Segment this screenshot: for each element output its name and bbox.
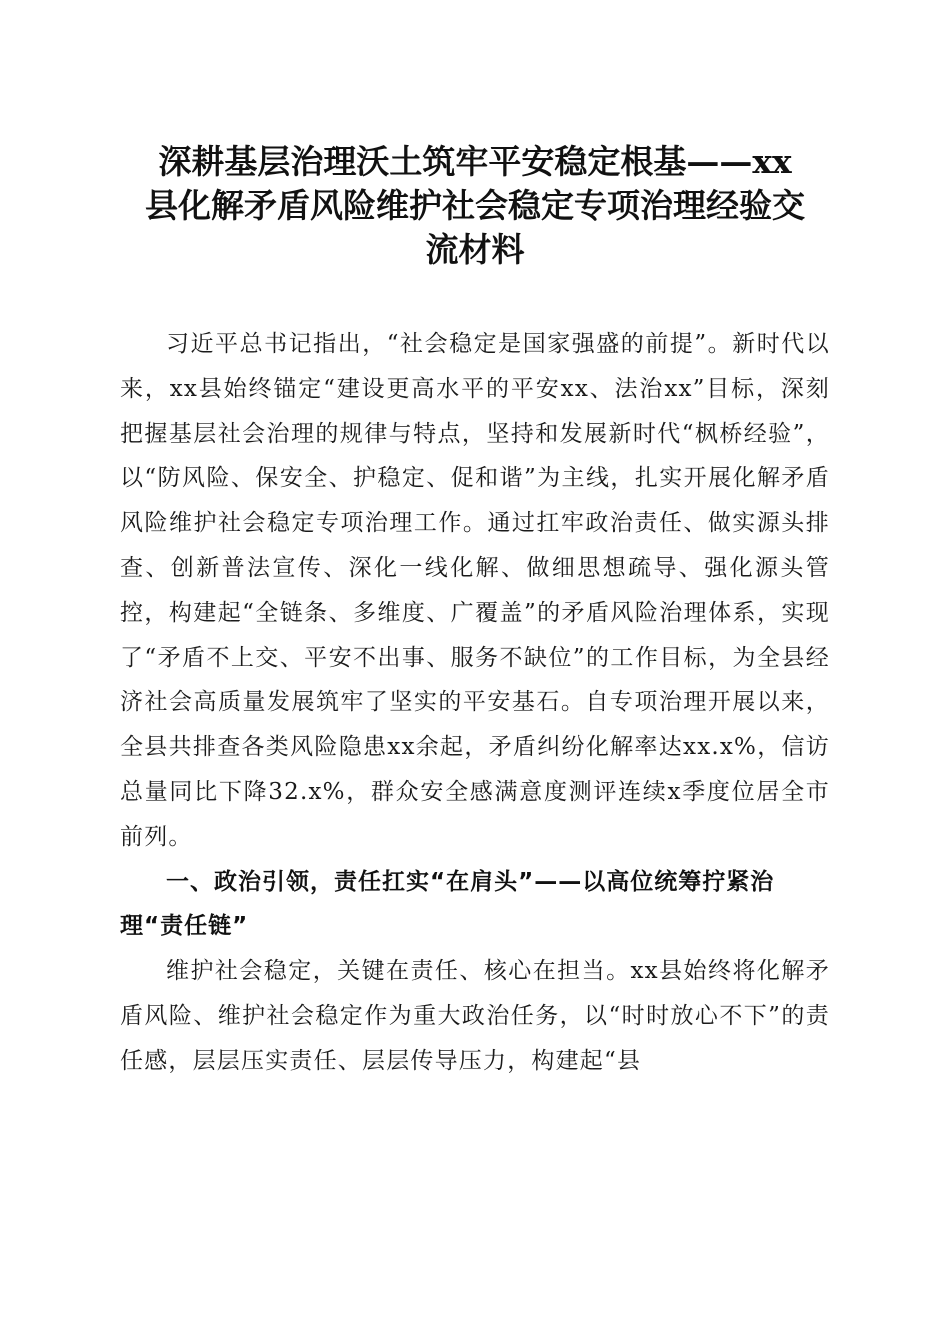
title-line-2: 县化解矛盾风险维护社会稳定专项治理经验交 [145, 186, 805, 225]
section-1-paragraph: 维护社会稳定，关键在责任、核心在担当。xx县始终将化解矛盾风险、维护社会稳定作为重大政治任务，以“时时放心不下”的责任感，层层压实责任、层层传导压力，构建起“县 [120, 958, 830, 1074]
section-1-heading: 一、政治引领，责任扛实“在肩头”——以高位统筹拧紧治理“责任链” [120, 868, 775, 940]
document-body [120, 322, 830, 1084]
title-line-3: 流材料 [425, 230, 525, 269]
document-title [100, 140, 850, 272]
title-line-1: 深耕基层治理沃土筑牢平安稳定根基——xx [158, 142, 792, 181]
intro-paragraph: 习近平总书记指出，“社会稳定是国家强盛的前提”。新时代以来，xx县始终锚定“建设更高水平的平安xx、法治xx”目标，深刻把握基层社会治理的规律与特点，坚持和发展新时代“枫桥经验”，以“防风险、保安全、护稳定、促和谐”为主线，扎实开展化解矛盾风险维护社会稳定专项治理工作。通过扛牢政治责任、做实源头排查、创新普法宣传、深化一线化解、做细思想疏导、强化源头管控，构建起“全链条、多维度、广覆盖”的矛盾风险治理体系，实现了“矛盾不上交、平安不出事、服务不缺位”的工作目标，为全县经济社会高质量发展筑牢了坚实的平安基石。自专项治理开展以来，全县共排查各类风险隐患xx余起，矛盾纠纷化解率达xx.x%，信访总量同比下降32.x%，群众安全感满意度测评连续x季度位居全市前列。 [120, 331, 830, 850]
